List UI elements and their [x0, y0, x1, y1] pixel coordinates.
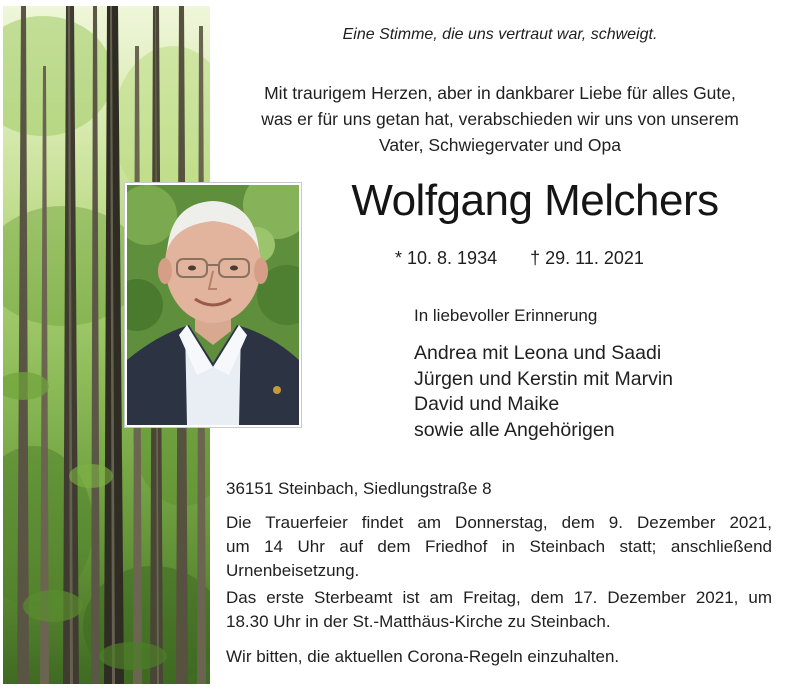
remembrance-line: In liebevoller Erinnerung [414, 306, 598, 325]
intro-line: Vater, Schwiegervater und Opa [379, 135, 621, 155]
corona-notice [226, 645, 772, 669]
funeral-line: Urnenbeisetzung. [226, 561, 360, 580]
family-entry: sowie alle Angehörigen [414, 418, 615, 441]
intro-text [220, 80, 780, 158]
funeral-line: Die Trauerfeier findet am Donnerstag, dem 9. Dezember 2021, [226, 513, 772, 532]
death-date: † 29. 11. 2021 [530, 248, 644, 268]
address: 36151 Steinbach, Siedlungstraße 8 [226, 479, 492, 498]
life-dates [395, 248, 672, 269]
intro-line: was er für uns getan hat, verabschieden wir uns von unserem [261, 109, 739, 129]
portrait-photo [125, 183, 301, 427]
family-entry: Jürgen und Kerstin mit Marvin [414, 367, 674, 390]
corona-line: Wir bitten, die aktuellen Corona-Regeln einzuhalten. [226, 647, 620, 666]
intro-line: Mit traurigem Herzen, aber in dankbarer Liebe für alles Gute, [264, 83, 736, 103]
mass-line: Das erste Sterbeamt ist am Freitag, dem 17. Dezember 2021, um [226, 588, 772, 607]
motto: Eine Stimme, die uns vertraut war, schweigt. [342, 26, 658, 43]
mass-info [226, 586, 772, 634]
mass-line: 18.30 Uhr in der St.-Matthäus-Kirche zu Steinbach. [226, 612, 611, 631]
family-entry: Andrea mit Leona und Saadi [414, 342, 662, 364]
funeral-line: um 14 Uhr auf dem Friedhof in Steinbach statt; anschließend [226, 537, 772, 556]
birth-date: * 10. 8. 1934 [395, 248, 498, 268]
deceased-name: Wolfgang Melchers [351, 176, 719, 225]
funeral-info [226, 511, 772, 583]
family-list [414, 341, 673, 443]
family-entry: David und Maike [414, 393, 560, 415]
